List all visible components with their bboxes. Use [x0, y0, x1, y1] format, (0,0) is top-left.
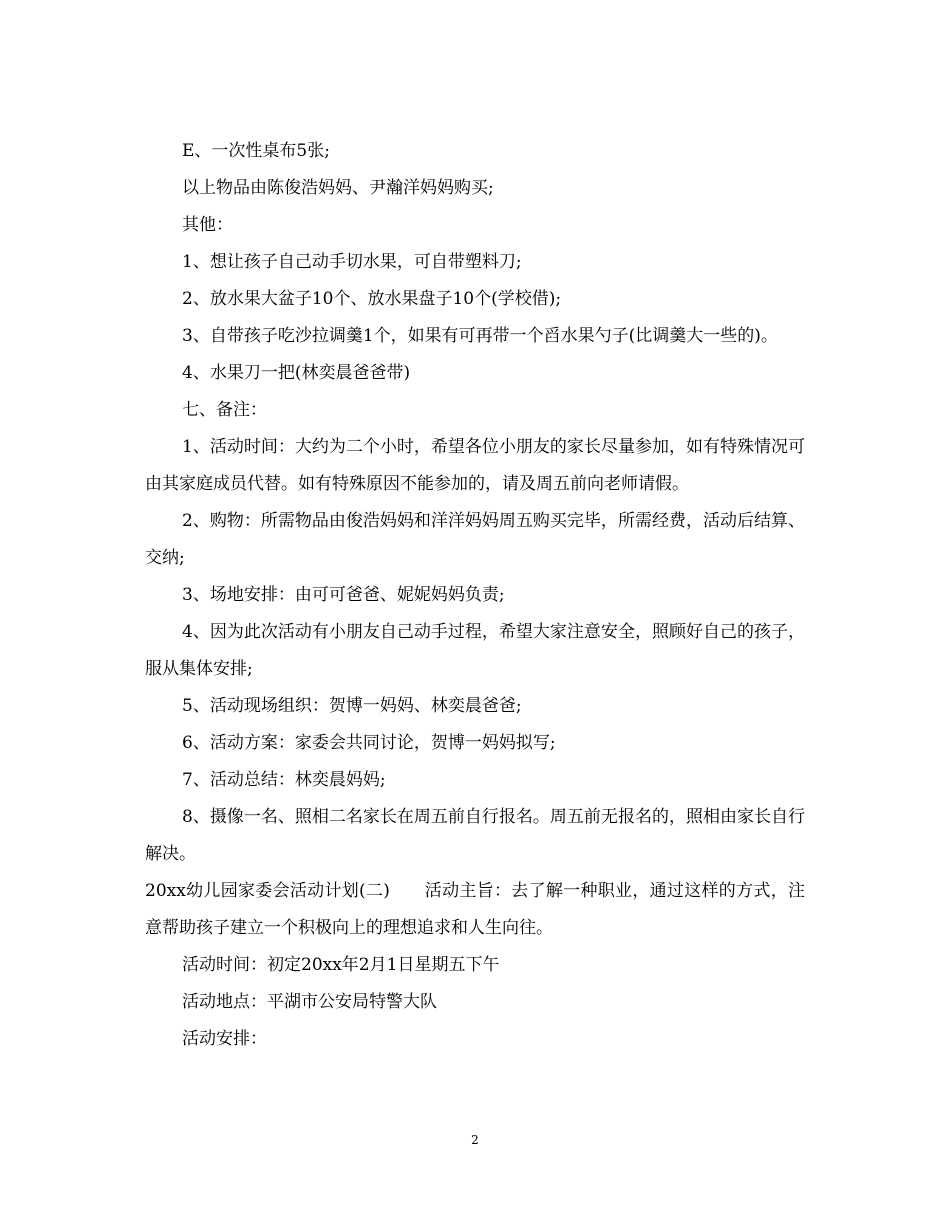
plan-title-paragraph: 20xx幼儿园家委会活动计划(二) 活动主旨：去了解一种职业，通过这样的方式，注意帮助孩子建立一个积极向上的理想追求和人生向往。 — [145, 881, 805, 938]
paragraph: 4、因为此次活动有小朋友自己动手过程，希望大家注意安全，照顾好自己的孩子，服从集体安排; — [145, 622, 805, 679]
document-body — [145, 133, 805, 1058]
paragraph: E、一次性桌布5张; — [182, 141, 330, 161]
paragraph: 1、活动时间：大约为二个小时，希望各位小朋友的家长尽量参加，如有特殊情况可由其家庭成员代替。如有特殊原因不能参加的，请及周五前向老师请假。 — [145, 437, 805, 494]
paragraph: 2、购物：所需物品由俊浩妈妈和洋洋妈妈周五购买完毕，所需经费，活动后结算、交纳; — [145, 511, 805, 568]
paragraph: 3、场地安排：由可可爸爸、妮妮妈妈负责; — [182, 585, 505, 605]
paragraph: 8、摄像一名、照相二名家长在周五前自行报名。周五前无报名的，照相由家长自行解决。 — [145, 807, 805, 864]
paragraph: 活动安排： — [182, 1029, 267, 1049]
paragraph: 3、自带孩子吃沙拉调羹1个，如果有可再带一个舀水果勺子(比调羹大一些的)。 — [182, 326, 778, 346]
paragraph: 1、想让孩子自己动手切水果，可自带塑料刀; — [182, 252, 522, 272]
paragraph: 6、活动方案：家委会共同讨论，贺博一妈妈拟写; — [182, 733, 556, 753]
paragraph: 4、水果刀一把(林奕晨爸爸带) — [182, 363, 411, 383]
section-heading: 七、备注： — [182, 400, 267, 420]
paragraph: 2、放水果大盆子10个、放水果盘子10个(学校借); — [182, 289, 562, 309]
paragraph: 5、活动现场组织：贺博一妈妈、林奕晨爸爸; — [182, 696, 522, 716]
paragraph: 以上物品由陈俊浩妈妈、尹瀚洋妈妈购买; — [182, 178, 494, 198]
paragraph: 其他： — [182, 215, 233, 235]
paragraph: 活动时间：初定20xx年2月1日星期五下午 — [182, 955, 500, 975]
paragraph: 7、活动总结：林奕晨妈妈; — [182, 770, 386, 790]
paragraph: 活动地点：平湖市公安局特警大队 — [182, 992, 437, 1012]
page-number: 2 — [471, 1133, 479, 1147]
